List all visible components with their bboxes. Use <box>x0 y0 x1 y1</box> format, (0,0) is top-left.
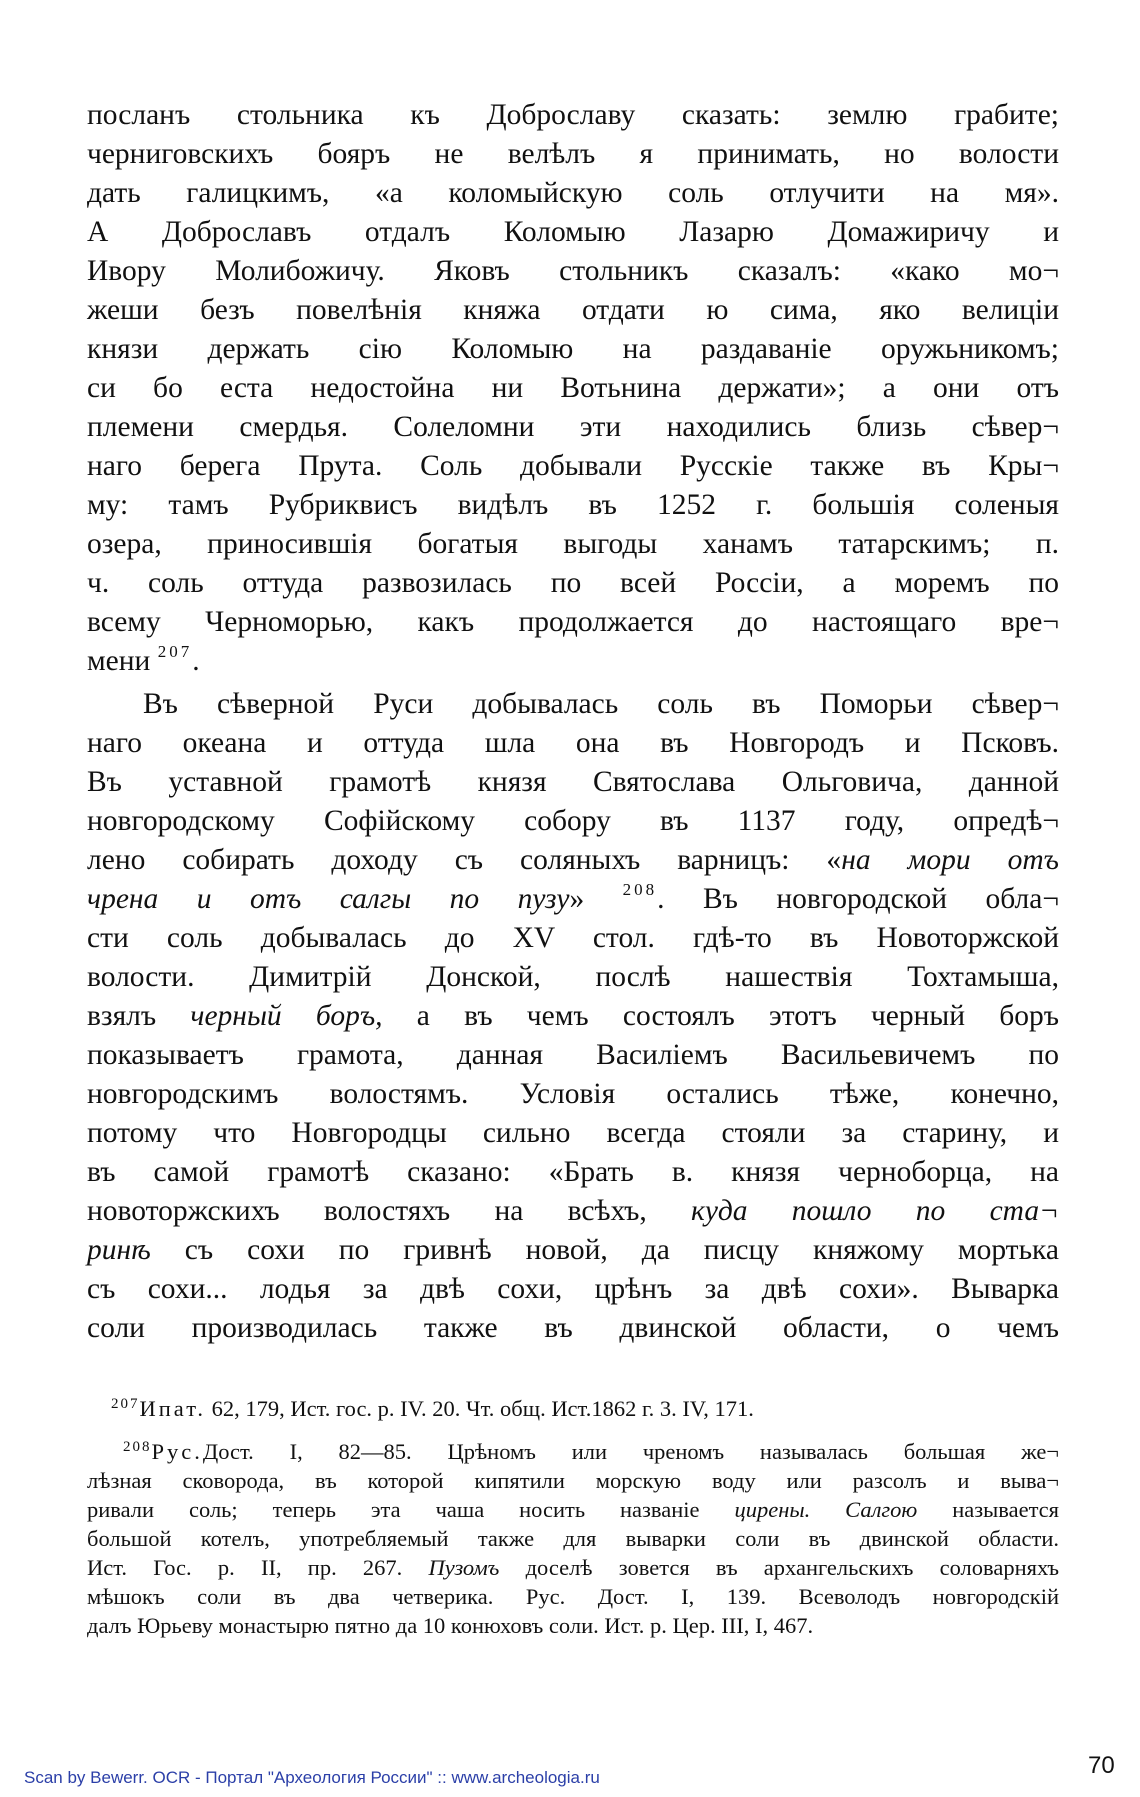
text-line: показываетъ грамота, данная Василіемъ Васильевичемъ по <box>87 1039 1059 1071</box>
text-line: сти соль добывалась до XV стол. гдѣ-то въ Новоторжской <box>87 922 1059 954</box>
footnote-line: мѣшокъ соли въ два четверика. Рус. Дост. I, 139. Всеволодъ новгородскій <box>87 1584 1059 1609</box>
paragraph-2-cont <box>87 1270 1059 1348</box>
text-line: въ самой грамотѣ сказано: «Брать в. князя черноборца, на <box>87 1156 1059 1188</box>
text-line: Въ сѣверной Руси добывалась соль въ Поморьи сѣвер¬ <box>143 688 1059 720</box>
text-span: ривали соль; теперь эта чаша носить названіе <box>87 1497 700 1522</box>
text-line: ч. соль оттуда развозилась по всей Россіи, а моремъ по <box>87 567 1059 599</box>
paragraph-1 <box>87 96 1059 642</box>
text-span: Дост. I, 82—85. Црѣномъ или чреномъ называлась большая же¬ <box>202 1439 1059 1464</box>
text-line: дать галицкимъ, «а коломыйскую соль отлучити на мя». <box>87 177 1059 209</box>
text-span: мени <box>87 645 151 677</box>
footnote-line <box>87 1553 1059 1582</box>
text-span: доселѣ зовется въ архангельскихъ соловарняхъ <box>525 1555 1060 1580</box>
italic-quote: на мори отъ <box>841 844 1059 876</box>
text-line <box>87 997 1059 1036</box>
text-span: называется <box>952 1497 1060 1522</box>
text-line: съ сохи... лодья за двѣ сохи, црѣнъ за двѣ сохи». Выварка <box>87 1273 1059 1305</box>
text-line: племени смердья. Солеломни эти находились близь сѣвер¬ <box>87 411 1059 443</box>
text-span: » <box>569 883 585 915</box>
text-line <box>87 841 1059 880</box>
italic-quote: чрена и отъ салгы по пузу <box>87 883 570 915</box>
footnotes <box>87 1394 1059 1640</box>
footnote-ref-208[interactable]: 208 <box>622 880 658 900</box>
italic-quote: куда пошло по ста¬ <box>691 1195 1059 1227</box>
text-line: князи держать сію Коломыю на раздаваніе оружьникомъ; <box>87 333 1059 365</box>
text-line: новгородскому Софійскому собору въ 1137 году, опредѣ¬ <box>87 805 1059 837</box>
text-line: си бо еста недостойна ни Вотьнина держати»; а они отъ <box>87 372 1059 404</box>
footnote-line: далъ Юрьеву монастырю пятно да 10 конюховъ соли. Ист. р. Цер. III, I, 467. <box>87 1613 814 1638</box>
text-span: Рус. <box>151 1439 203 1464</box>
footnote-ref-207[interactable]: 207 <box>157 642 193 662</box>
text-line: наго океана и оттуда шла она въ Новгородъ и Псковъ. <box>87 727 1059 759</box>
paragraph-2 <box>87 685 1059 841</box>
text-span: . Въ новгородской обла¬ <box>657 883 1059 915</box>
text-span: лено собирать доходу съ соляныхъ варницъ: « <box>87 844 842 876</box>
paragraph-2-cont <box>87 1036 1059 1192</box>
footnote-mark: 207 <box>111 1396 140 1412</box>
italic-term: черный боръ, <box>190 1000 383 1032</box>
text-span: взялъ <box>87 1000 157 1032</box>
text-line <box>87 1192 1059 1231</box>
text-span: Ипат. <box>139 1396 206 1421</box>
text-span: 62, 179, Ист. гос. р. IV. 20. Чт. общ. Ист.1862 г. 3. IV, 171. <box>211 1396 754 1421</box>
italic-term: Салгою <box>845 1497 918 1522</box>
text-line: посланъ стольника къ Доброславу сказать: землю грабите; <box>87 99 1059 131</box>
text-line: Ивору Молибожичу. Яковъ стольникъ сказалъ: «како мо¬ <box>87 255 1059 287</box>
text-line: наго берега Прута. Соль добывали Русскіе также въ Кры¬ <box>87 450 1059 482</box>
text-line: потому что Новгородцы сильно всегда стояли за старину, и <box>87 1117 1059 1149</box>
text-line: волости. Димитрій Донской, послѣ нашествія Тохтамыша, <box>87 961 1059 993</box>
text-line: озера, приносившія богатыя выгоды ханамъ татарскимъ; п. <box>87 528 1059 560</box>
text-line: му: тамъ Рубриквисъ видѣлъ въ 1252 г. большія соленыя <box>87 489 1059 521</box>
italic-term: Пузомъ <box>428 1555 500 1580</box>
text-line: жеши безъ повелѣнія княжа отдати ю сима, яко велиціи <box>87 294 1059 326</box>
main-text <box>87 96 1059 1348</box>
page-number: 70 <box>1088 1752 1115 1779</box>
footnote-mark: 208 <box>123 1439 152 1455</box>
footnote-line <box>87 1495 1059 1524</box>
scan-credit-link[interactable]: Scan by Bewerr. OCR - Портал "Археология России" :: www.archeologia.ru <box>24 1768 600 1787</box>
paragraph-2-cont <box>87 919 1059 997</box>
footnote-line: лѣзная сковорода, въ которой кипятили морскую воду или разсолъ и выва¬ <box>87 1468 1059 1493</box>
italic-term: цирены. <box>734 1497 811 1522</box>
footnote-207 <box>87 1394 1059 1423</box>
text-span: Ист. Гос. р. II, пр. 267. <box>87 1555 403 1580</box>
text-line: черниговскихъ бояръ не велѣлъ я принимать, но волости <box>87 138 1059 170</box>
text-line: Въ уставной грамотѣ князя Святослава Ольговича, данной <box>87 766 1059 798</box>
footnote-line: большой котелъ, употребляемый также для выварки соли въ двинской области. <box>87 1526 1059 1551</box>
italic-quote: ринѣ <box>87 1234 151 1266</box>
text-span: съ сохи по гривнѣ новой, да писцу княжому мортька <box>184 1234 1060 1266</box>
text-line <box>87 1231 1059 1270</box>
text-span: . <box>192 645 200 677</box>
text-span: новоторжскихъ волостяхъ на всѣхъ, <box>87 1195 647 1227</box>
text-span: а въ чемъ состоялъ этотъ черный боръ <box>416 1000 1060 1032</box>
footnote-208 <box>87 1437 1059 1640</box>
text-line <box>87 880 1059 919</box>
text-line <box>87 642 1059 681</box>
text-line: А Доброславъ отдалъ Коломыю Лазарю Домажиричу и <box>87 216 1059 248</box>
footnote-line <box>87 1437 1059 1466</box>
text-line: всему Черноморью, какъ продолжается до настоящаго вре¬ <box>87 606 1059 638</box>
text-line: новгородскимъ волостямъ. Условія остались тѣже, конечно, <box>87 1078 1059 1110</box>
text-line: соли производилась также въ двинской области, о чемъ <box>87 1312 1059 1344</box>
